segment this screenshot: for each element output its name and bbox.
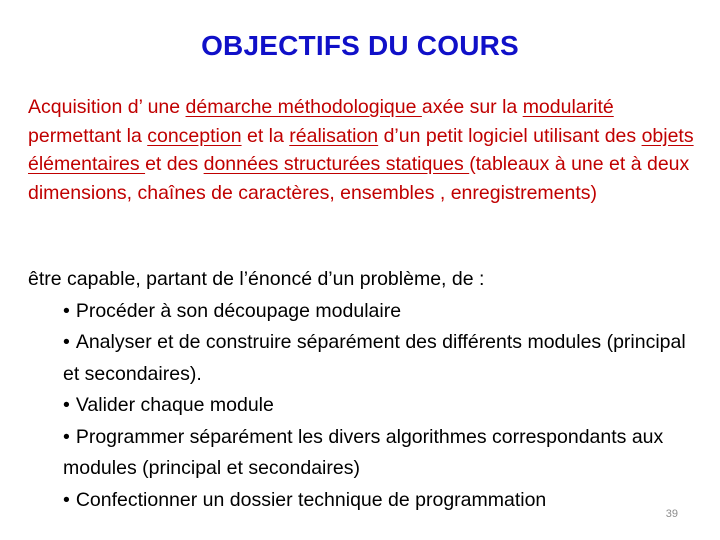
intro-text: et la — [241, 124, 290, 147]
list-item — [63, 485, 698, 517]
intro-paragraph — [28, 93, 698, 207]
slide-title: OBJECTIFS DU COURS — [201, 30, 519, 61]
bullet-icon: • — [63, 394, 70, 416]
intro-text: d’un petit logiciel utilisant des — [378, 124, 642, 147]
page-number: 39 — [665, 508, 678, 520]
list-item-text: Procéder à son découpage modulaire — [75, 299, 402, 322]
objectives-list — [28, 296, 698, 517]
bullet-icon: • — [63, 488, 70, 511]
lead-sentence: être capable, partant de l’énoncé d’un problème, de : — [28, 268, 485, 290]
list-item-text: Programmer séparément les divers algorithmes correspondants aux modules (principal et secondaires) — [63, 425, 664, 479]
intro-underlined-term: réalisation — [289, 124, 379, 147]
intro-text: axée sur la — [421, 96, 523, 118]
list-item — [63, 390, 698, 422]
bullet-icon: • — [63, 299, 70, 322]
intro-underlined-term: modularité — [522, 96, 614, 118]
list-item — [63, 296, 698, 328]
bullet-icon: • — [63, 425, 70, 448]
list-item — [63, 422, 698, 485]
list-item-text: Valider chaque module — [75, 394, 274, 416]
intro-underlined-term: conception — [147, 124, 242, 147]
list-item-text: Confectionner un dossier technique de programmation — [75, 488, 547, 511]
intro-underlined-term: démarche méthodologique — [185, 96, 422, 118]
intro-text: et des — [145, 153, 204, 175]
intro-text: (tableaux à une et à deux dimensions, chaînes de caractères, ensembles , enregistrements) — [28, 153, 690, 204]
bullet-icon: • — [63, 331, 70, 353]
intro-underlined-term: données structurées statiques — [203, 153, 470, 175]
intro-underlined-term: objets élémentaires — [28, 124, 694, 175]
intro-text: permettant la — [28, 124, 148, 147]
intro-text: Acquisition d’ une — [28, 96, 186, 118]
list-item-text: Analyser et de construire séparément des différents modules (principal et secondaires). — [63, 331, 686, 385]
objectives-block — [28, 264, 698, 516]
list-item — [63, 327, 698, 390]
